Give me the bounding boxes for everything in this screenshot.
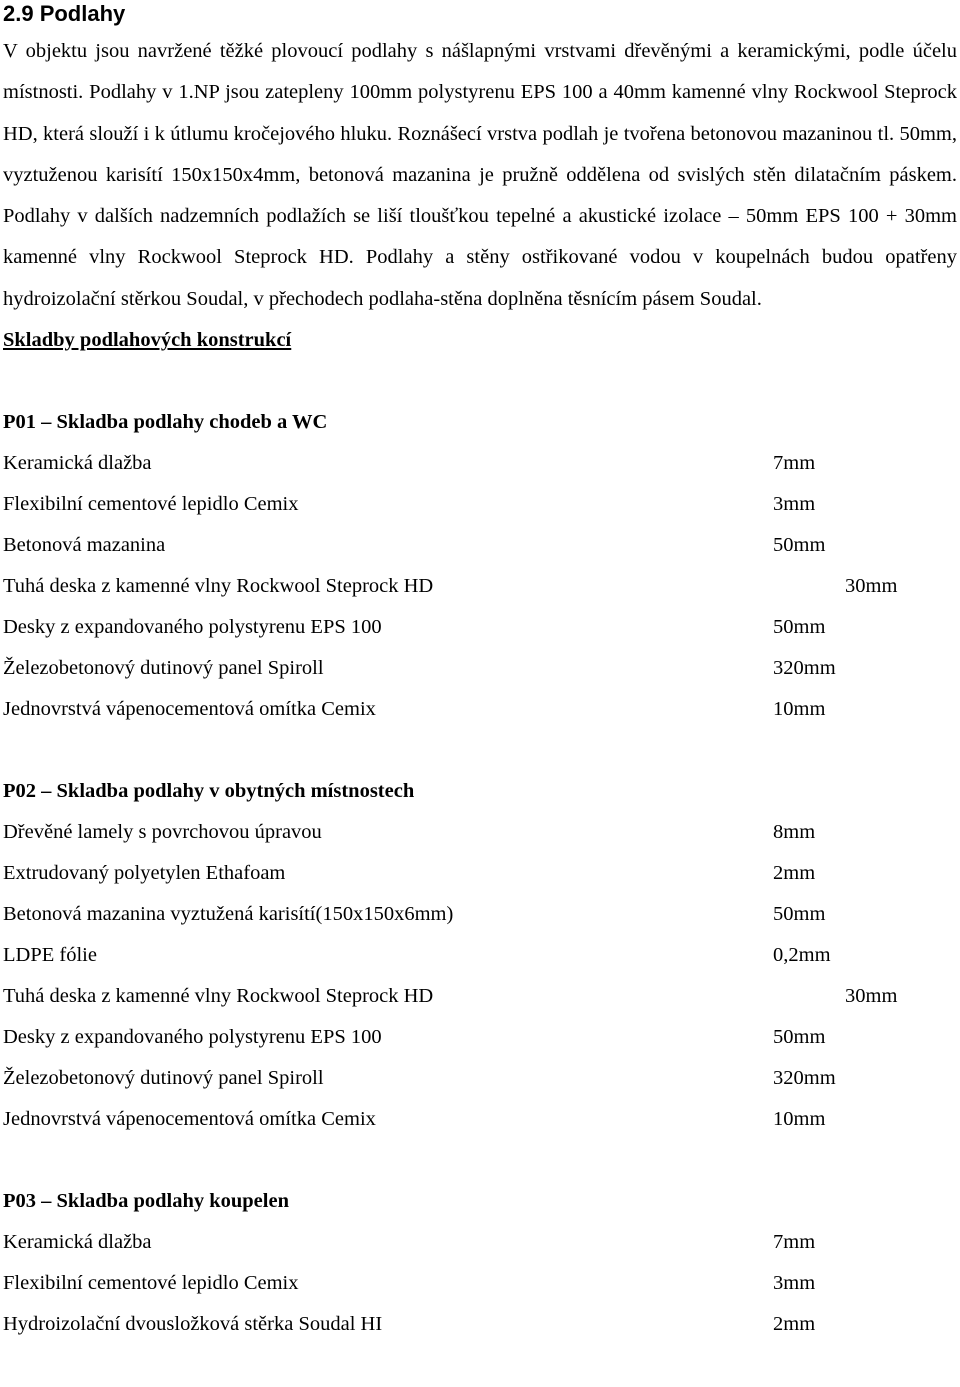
layer-name: LDPE fólie bbox=[3, 944, 97, 967]
section-title-p03: P03 – Skladba podlahy koupelen bbox=[3, 1190, 289, 1213]
layer-thickness: 7mm bbox=[773, 452, 816, 475]
layer-name: Flexibilní cementové lepidlo Cemix bbox=[3, 1272, 299, 1295]
layer-row bbox=[3, 853, 957, 894]
layer-row bbox=[3, 648, 957, 689]
layer-name: Tuhá deska z kamenné vlny Rockwool Steprock HD bbox=[3, 575, 434, 598]
spacer bbox=[3, 1140, 957, 1181]
section-title-p02: P02 – Skladba podlahy v obytných místnostech bbox=[3, 780, 415, 803]
layer-row bbox=[3, 894, 957, 935]
layer-row bbox=[3, 812, 957, 853]
layer-name: Jednovrstvá vápenocementová omítka Cemix bbox=[3, 1108, 376, 1131]
layer-name: Dřevěné lamely s povrchovou úpravou bbox=[3, 821, 322, 844]
layer-thickness: 10mm bbox=[773, 1108, 826, 1131]
layer-thickness: 30mm bbox=[845, 575, 898, 598]
layer-name: Jednovrstvá vápenocementová omítka Cemix bbox=[3, 698, 376, 721]
section-heading: 2.9 Podlahy bbox=[3, 1, 126, 26]
layer-thickness: 3mm bbox=[773, 493, 816, 516]
layer-thickness: 50mm bbox=[773, 534, 826, 557]
layer-name: Betonová mazanina bbox=[3, 534, 166, 557]
layer-row bbox=[3, 525, 957, 566]
layer-thickness: 320mm bbox=[773, 1067, 836, 1090]
document-page bbox=[3, 0, 957, 1345]
layer-row bbox=[3, 976, 957, 1017]
layer-row bbox=[3, 607, 957, 648]
layer-name: Železobetonový dutinový panel Spiroll bbox=[3, 1067, 324, 1090]
section-title-p01: P01 – Skladba podlahy chodeb a WC bbox=[3, 411, 328, 434]
layer-row bbox=[3, 1263, 957, 1304]
layer-thickness: 50mm bbox=[773, 1026, 826, 1049]
layer-row bbox=[3, 566, 957, 607]
layer-row bbox=[3, 935, 957, 976]
layer-row bbox=[3, 689, 957, 730]
layer-name: Betonová mazanina vyztužená karisítí(150x150x6mm) bbox=[3, 903, 454, 926]
layer-name: Keramická dlažba bbox=[3, 452, 152, 475]
layer-thickness: 50mm bbox=[773, 903, 826, 926]
intro-paragraph: V objektu jsou navržené těžké plovoucí podlahy s nášlapnými vrstvami dřevěnými a keramickými, podle účelu místnosti. Podlahy v 1.NP jsou zatepleny 100mm polystyrenu EPS 100 a 40mm kamenné vlny Rockwool Steprock HD, která slouží i k útlumu kročejového hluku. Roznášecí vrstva podlah je tvořena betonovou mazaninou tl. 50mm, vyztuženou karisítí 150x150x4mm, betonová mazanina je pružně oddělena od svislých stěn dilatačním páskem. Podlahy v dalších nadzemních podlažích se liší tloušťkou tepelné a akustické izolace – 50mm EPS 100 + 30mm kamenné vlny Rockwool Steprock HD. Podlahy a stěny ostřikované vodou v koupelnách budou opatřeny hydroizolační stěrkou Soudal, v přechodech podlaha-stěna doplněna těsnícím pásem Soudal. bbox=[3, 40, 957, 310]
layer-row bbox=[3, 484, 957, 525]
subheading: Skladby podlahových konstrukcí bbox=[3, 329, 292, 352]
layer-row bbox=[3, 443, 957, 484]
layer-name: Keramická dlažba bbox=[3, 1231, 152, 1254]
layer-row bbox=[3, 1058, 957, 1099]
layer-thickness: 2mm bbox=[773, 862, 816, 885]
layer-row bbox=[3, 1304, 957, 1345]
layer-row bbox=[3, 1017, 957, 1058]
layer-thickness: 30mm bbox=[845, 985, 898, 1008]
layer-name: Flexibilní cementové lepidlo Cemix bbox=[3, 493, 299, 516]
layer-thickness: 10mm bbox=[773, 698, 826, 721]
layer-thickness: 2mm bbox=[773, 1313, 816, 1336]
layer-name: Desky z expandovaného polystyrenu EPS 100 bbox=[3, 1026, 382, 1049]
layer-name: Extrudovaný polyetylen Ethafoam bbox=[3, 862, 286, 885]
layer-row bbox=[3, 1222, 957, 1263]
layer-row bbox=[3, 1099, 957, 1140]
layer-thickness: 320mm bbox=[773, 657, 836, 680]
layer-name: Železobetonový dutinový panel Spiroll bbox=[3, 657, 324, 680]
layer-thickness: 0,2mm bbox=[773, 944, 831, 967]
layer-name: Desky z expandovaného polystyrenu EPS 100 bbox=[3, 616, 382, 639]
layer-name: Tuhá deska z kamenné vlny Rockwool Steprock HD bbox=[3, 985, 434, 1008]
layer-name: Hydroizolační dvousložková stěrka Soudal HI bbox=[3, 1313, 383, 1336]
spacer bbox=[3, 730, 957, 771]
layer-thickness: 50mm bbox=[773, 616, 826, 639]
layer-thickness: 3mm bbox=[773, 1272, 816, 1295]
layer-thickness: 7mm bbox=[773, 1231, 816, 1254]
layer-thickness: 8mm bbox=[773, 821, 816, 844]
spacer bbox=[3, 361, 957, 402]
